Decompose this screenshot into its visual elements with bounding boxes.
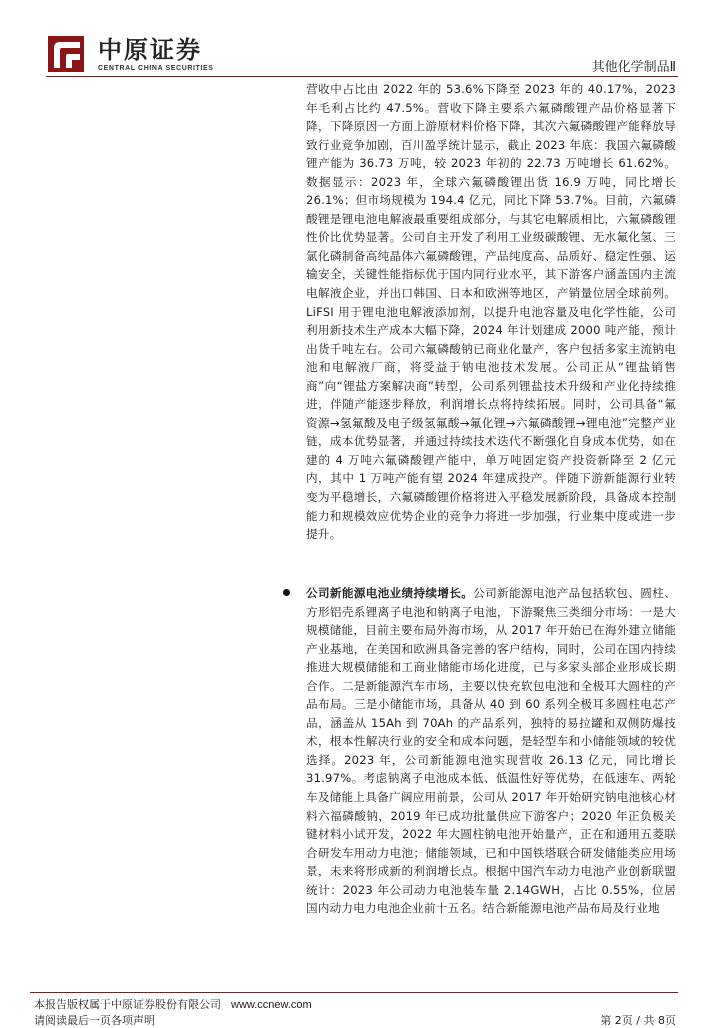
bullet-title: 公司新能源电池业绩持续增长。: [306, 586, 474, 600]
disclaimer-note: 请阅读最后一页各项声明: [34, 1014, 155, 1027]
footer-copyright: [34, 996, 312, 1012]
main-paragraph: [306, 80, 676, 544]
company-logo: [46, 34, 214, 74]
footer-divider: [30, 992, 678, 993]
copyright-text: 本报告版权属于中原证券股份有限公司: [34, 998, 221, 1011]
bullet-item-battery: [283, 584, 676, 918]
bullet-content: [306, 584, 676, 918]
bullet-dot-icon: [283, 589, 290, 596]
header-divider: [46, 76, 678, 77]
bullet-body: 公司新能源电池产品包括软包、圆柱、方形铝壳系锂离子电池和钠离子电池，下游聚焦三类细分市场：一是大规模储能，目前主要布局外海市场，从 2017 年开始已在海外建立储能产业基地，在美国和欧洲具备完善的客户结构，同时，公司在国内持续推进大规模储能和工商业储能市场化进度，已与多家头部企业形成长期合作。二是新能源汽车市场，主要以快充软包电池和全极耳大圆柱的产品布局。三是小储能市场，具备从 40 到 60 系列全极耳多圆柱电芯产品，涵盖从 15Ah 到 70Ah 的产品系列，独特的易拉罐和双侧防爆技术，根本性解决行业的安全和成本问题，是轻型车和小储能领域的较优选择。2023 年，公司新能源电池实现营收 26.13 亿元，同比增长 31.97%。考虑钠离子电池成本低、低温性好等优势，在低速车、两轮车及储能上具备广阔应用前景，公司从 2017 年开始研究钠电池核心材料六福磷酸钠，2019 年已成功批量供应下游客户；2020 年正负极关键材料小试开发，2022 年大圆柱钠电池开始量产，正在和通用五菱联合研发车用动力电池；储能领域，已和中国铁塔联合研发储能类应用场景，未来将形成新的利润增长点。根据中国汽车动力电池产业创新联盟统计：2023 年公司动力电池装车量 2.14GWH，占比 0.55%，位居国内动力电力电池企业前十五名。结合新能源电池产品布局及行业地: [306, 586, 676, 916]
logo-chinese-name: 中原证券: [98, 34, 202, 64]
website-link[interactable]: www.ccnew.com: [231, 999, 312, 1011]
section-title: 其他化学制品Ⅱ: [591, 60, 676, 75]
page-header: [0, 0, 724, 80]
logo-english-name: CENTRAL CHINA SECURITIES: [98, 64, 214, 72]
page-number: 第 2页 / 共 8页: [600, 1014, 676, 1027]
paragraph-lithium-salt: 营收中占比由 2022 年的 53.6%下降至 2023 年的 40.17%，2023 年毛利占比约 47.5%。营收下降主要系六氟磷酸锂产品价格显著下降，下降原因一方面上游原材料价格下降，其次六氟磷酸锂产能释放导致行业竞争加剧，百川盈孚统计显示，截止 2023 年底：我国六氟磷酸锂产能为 36.73 万吨，较 2023 年初的 22.73 万吨增长 61.62%。数据显示：2023 年，全球六氟磷酸锂出货 16.9 万吨，同比增长 26.1%；但市场规模为 194.4 亿元，同比下降 53.7%。目前，六氟磷酸锂是锂电池电解液最重要组成部分，与其它电解质相比，六氟磷酸锂性价比优势显著。公司自主开发了利用工业级碳酸锂、无水氟化氢、三氯化磷制备高纯晶体六氟磷酸锂，产品纯度高、品质好、稳定性强、运输安全，关键性能指标优于国内同行业水平，其下游客户涵盖国内主流电解液企业，并出口韩国、日本和欧洲等地区，产销量位居全球前列。LiFSI 用于锂电池电解液添加剂，以提升电池容量及电化学性能，公司利用新技术生产成本大幅下降，2024 年计划建成 2000 吨产能，预计出货千吨左右。公司六氟磷酸钠已商业化量产，客户包括多家主流钠电池和电解液厂商，将受益于钠电池技术发展。公司正从“锂盐销售商”向“锂盐方案解决商”转型，公司系列锂盐技术升级和产业化持续推进，伴随产能逐步释放，利润增长点将持续拓展。同时，公司具备“氟资源→氢氟酸及电子级氢氟酸→氟化锂→六氟磷酸锂→锂电池”完整产业链，成本优势显著，并通过持续技术迭代不断强化自身成本优势，如在建的 4 万吨六氟磷酸锂产能中，单万吨固定资产投资新降至 2 亿元内，其中 1 万吨产能有望 2024 年建成投产。伴随下游新能源行业转变为平稳增长，六氟磷酸锂价格将进入平稳发展新阶段，具备成本控制能力和规模效应优势企业的竞争力将进一步加强，行业集中度或进一步提升。: [306, 82, 676, 542]
logo-mark-icon: [46, 34, 90, 74]
